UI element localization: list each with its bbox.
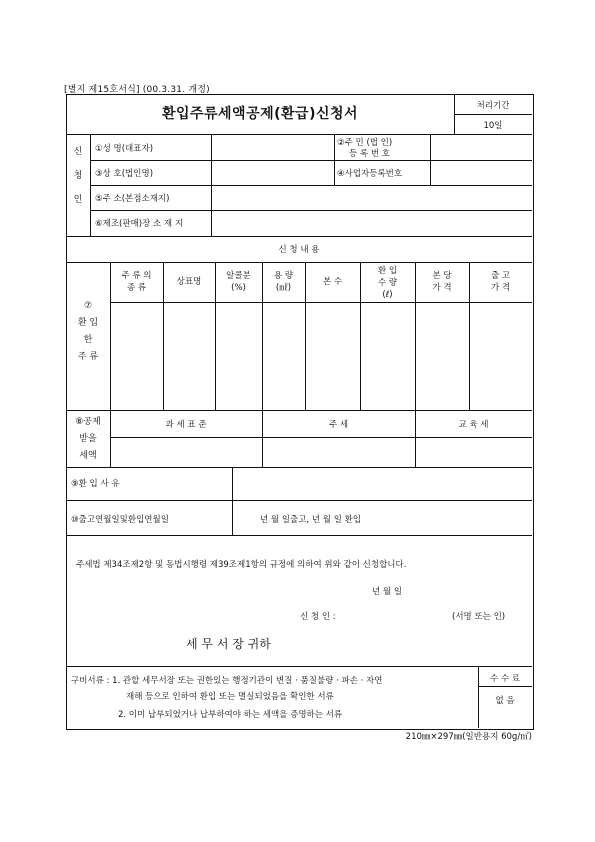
date-line: 년 월 일 xyxy=(372,587,403,597)
address-field[interactable] xyxy=(212,186,531,209)
biz-reg-field[interactable] xyxy=(431,161,531,184)
declaration-text: 주세법 제34조제2항 및 동법시행령 제39조제1항의 규정에 의하여 위와 같이 신청합니다. xyxy=(76,560,407,570)
applicant-section-label: 신 청 인 xyxy=(73,147,83,205)
resident-no-field[interactable] xyxy=(431,135,531,159)
resident-no-label-1: ②주 민 (법 인) xyxy=(337,138,393,148)
content-header: 신 청 내 용 xyxy=(278,245,320,255)
dates-value: 년 월 일출고, 년 월 일 환입 xyxy=(260,515,362,525)
company-field[interactable] xyxy=(212,161,333,184)
attachments-line-3: 2. 이미 납부되었거나 납부하여야 하는 세액을 증명하는 서류 xyxy=(118,710,343,720)
col-brand-name: 상표명 xyxy=(176,277,202,287)
form-title: 환입주류세액공제(환급)신청서 xyxy=(161,106,359,122)
name-field[interactable] xyxy=(212,135,333,159)
col-alcohol: 알콜분 (%) xyxy=(226,271,251,293)
col-return-quantity: 환 입 수 량 (ℓ) xyxy=(377,266,398,300)
company-label: ③상 호(법인명) xyxy=(95,169,154,179)
return-reason-label: ⑨환 입 사 유 xyxy=(71,479,120,489)
dates-label: ⑩출고연월일및환입연월일 xyxy=(71,515,169,525)
form-reference: [별지 제15호서식] (00.3.31. 개정) xyxy=(64,85,210,95)
col-liquor-tax: 주 세 xyxy=(328,420,349,430)
address-label: ⑤주 소(본점소재지) xyxy=(95,194,170,204)
factory-field[interactable] xyxy=(212,211,531,235)
return-reason-field[interactable] xyxy=(233,468,531,499)
factory-label: ⑥제조(판매)장 소 재 지 xyxy=(95,219,184,229)
fee-value: 없 음 xyxy=(495,696,515,706)
name-label: ①성 명(대표자) xyxy=(95,144,154,154)
paper-size-footer: 210㎜×297㎜(일반용지 60g/㎡) xyxy=(405,732,532,742)
col-education-tax: 교 육 세 xyxy=(458,420,489,430)
col-shipping-price: 출 고 가 격 xyxy=(490,271,511,293)
col-bottle-count: 본 수 xyxy=(322,277,343,287)
applicant-sign-label: 신 청 인 : xyxy=(300,612,336,622)
processing-period-value: 10일 xyxy=(483,121,503,131)
biz-reg-label: ④사업자등록번호 xyxy=(337,169,403,179)
attachments-line-2: 재해 등으로 인하여 환입 또는 멸실되었음을 확인한 서류 xyxy=(126,692,334,702)
resident-no-label-2: 등 록 번 호 xyxy=(349,149,390,159)
signature-note: (서명 또는 인) xyxy=(452,612,506,622)
attachments-line-1: 구비서류 : 1. 관할 세무서장 또는 권한있는 행정기관이 변질 · 품질불량 · 파손 · 자연 xyxy=(71,676,383,686)
returned-goods-section-label: ⑦ 환 입 한 주 류 xyxy=(77,301,99,362)
col-volume: 용 량 (㎖) xyxy=(273,271,294,293)
col-liquor-type: 주 류 의 종 류 xyxy=(121,271,152,293)
deduction-section-label: ⑧공제 받을 세액 xyxy=(75,417,101,461)
addressee: 세 무 서 장 귀하 xyxy=(186,637,271,651)
fee-label: 수 수 료 xyxy=(489,674,521,684)
processing-period-label: 처리기간 xyxy=(476,101,510,111)
col-unit-price: 본 당 가 격 xyxy=(432,271,452,293)
col-tax-base: 과 세 표 준 xyxy=(165,420,207,430)
